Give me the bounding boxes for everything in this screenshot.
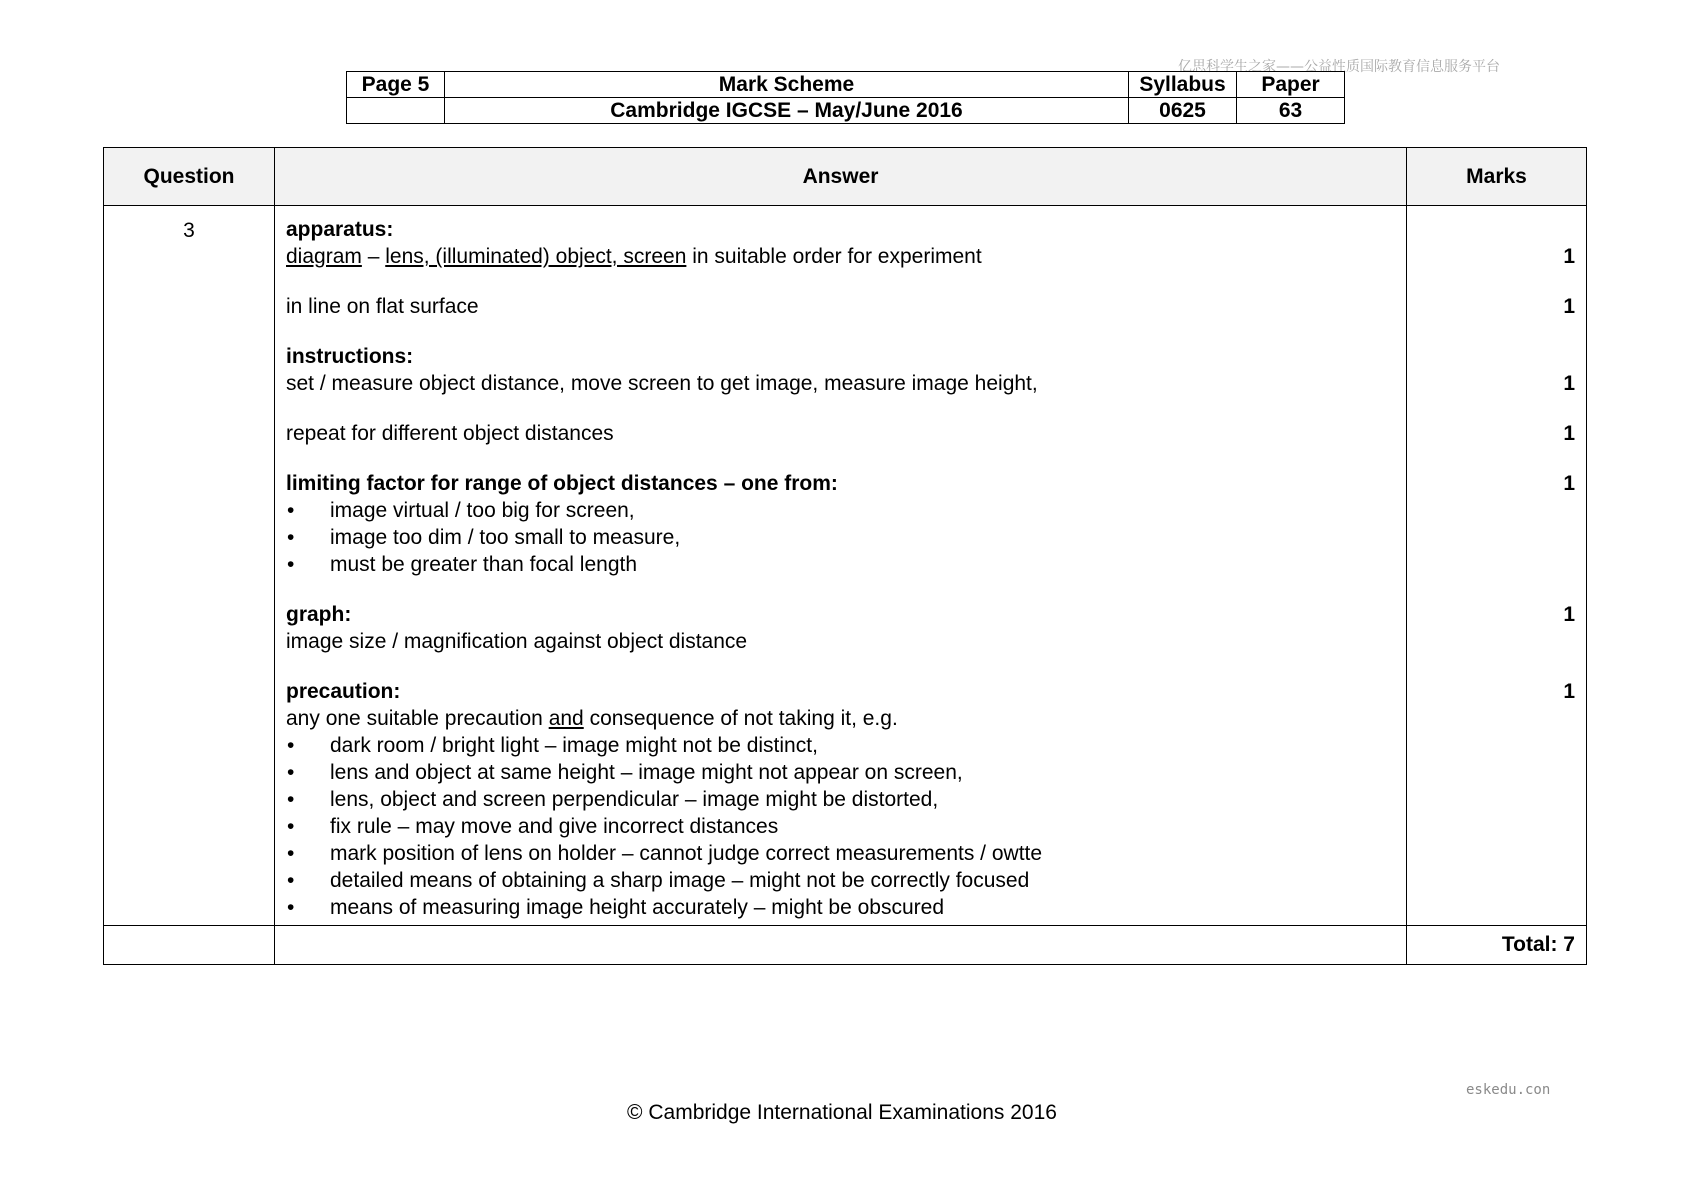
precaution-bullet-7: means of measuring image height accurately – might be obscured [330,896,945,919]
bullet-icon: • [287,815,295,838]
marks-cell [1407,206,1587,926]
bullet-icon: • [287,553,295,576]
list-item [286,867,1396,894]
mark-graph: 1 [1563,603,1575,626]
apparatus-dash: – [361,245,386,268]
total-row [104,926,1587,965]
list-item [286,840,1396,867]
bullet-icon: • [287,869,295,892]
page-blank-cell [347,98,445,124]
mark-limiting-factor: 1 [1563,472,1575,495]
page-header-table [346,71,1345,124]
list-item [286,786,1396,813]
mark-scheme-table [103,147,1587,965]
total-marks: Total: 7 [1407,926,1587,965]
bullet-icon: • [287,842,295,865]
apparatus-suffix: in suitable order for experiment [686,245,982,268]
precaution-bullet-3: lens, object and screen perpendicular – image might be distorted, [330,788,939,811]
table-header-row [104,148,1587,206]
total-row-blank-2 [275,926,1407,965]
bullet-icon: • [287,734,295,757]
precaution-bullet-4: fix rule – may move and give incorrect distances [330,815,779,838]
instructions-line-1: set / measure object distance, move screen to get image, measure image height, [286,372,1038,395]
page-number: Page 5 [347,72,445,98]
list-item [286,551,1396,578]
limiting-factor-heading: limiting factor for range of object distances – one from: [286,472,838,495]
graph-line: image size / magnification against object distance [286,630,748,653]
list-item [286,497,1396,524]
precaution-bullet-6: detailed means of obtaining a sharp image – might not be correctly focused [330,869,1030,892]
bullet-icon: • [287,761,295,784]
list-item [286,894,1396,921]
precaution-heading: precaution: [286,680,401,703]
question-number: 3 [104,206,275,926]
syllabus-code: 0625 [1129,98,1237,124]
question-column-header: Question [104,148,275,206]
precaution-bullet-2: lens and object at same height – image might not appear on screen, [330,761,963,784]
instructions-heading: instructions: [286,345,414,368]
bullet-icon: • [287,896,295,919]
mark-apparatus-diagram: 1 [1563,245,1575,268]
limiting-bullet-1: image virtual / too big for screen, [330,499,635,522]
watermark-bottom-text: eskedu.con [1466,1082,1551,1098]
list-item [286,813,1396,840]
apparatus-items: lens, (illuminated) object, screen [385,245,687,268]
question-3-row [104,206,1587,926]
graph-heading: graph: [286,603,352,626]
precaution-intro [286,705,1396,732]
precaution-prefix: any one suitable precaution [286,707,549,730]
document-title: Mark Scheme [445,72,1129,98]
copyright-footer: © Cambridge International Examinations 2016 [627,1101,1057,1124]
answer-cell [275,206,1407,926]
apparatus-line-2: in line on flat surface [286,295,479,318]
precaution-bullet-1: dark room / bright light – image might not be distinct, [330,734,818,757]
marks-column-header: Marks [1407,148,1587,206]
mark-apparatus-line: 1 [1563,295,1575,318]
exam-session: Cambridge IGCSE – May/June 2016 [445,98,1129,124]
apparatus-diagram-line [286,243,1396,270]
paper-label: Paper [1237,72,1345,98]
limiting-bullet-2: image too dim / too small to measure, [330,526,681,549]
list-item [286,524,1396,551]
diagram-term: diagram [286,245,362,268]
list-item [286,759,1396,786]
mark-instructions-1: 1 [1563,372,1575,395]
apparatus-heading: apparatus: [286,218,394,241]
answer-column-header: Answer [275,148,1407,206]
bullet-icon: • [287,526,295,549]
precaution-bullet-5: mark position of lens on holder – cannot judge correct measurements / owtte [330,842,1043,865]
precaution-suffix: consequence of not taking it, e.g. [583,707,898,730]
header-row-2 [347,98,1345,124]
bullet-icon: • [287,788,295,811]
mark-precaution: 1 [1563,680,1575,703]
paper-number: 63 [1237,98,1345,124]
bullet-icon: • [287,499,295,522]
mark-instructions-2: 1 [1563,422,1575,445]
header-row-1 [347,72,1345,98]
total-row-blank-1 [104,926,275,965]
precaution-and: and [548,707,584,730]
watermark-top-text: 亿思科学生之家——公益性质国际教育信息服务平台 [1178,59,1500,75]
limiting-bullet-3: must be greater than focal length [330,553,638,576]
list-item [286,732,1396,759]
instructions-line-2: repeat for different object distances [286,422,614,445]
syllabus-label: Syllabus [1129,72,1237,98]
